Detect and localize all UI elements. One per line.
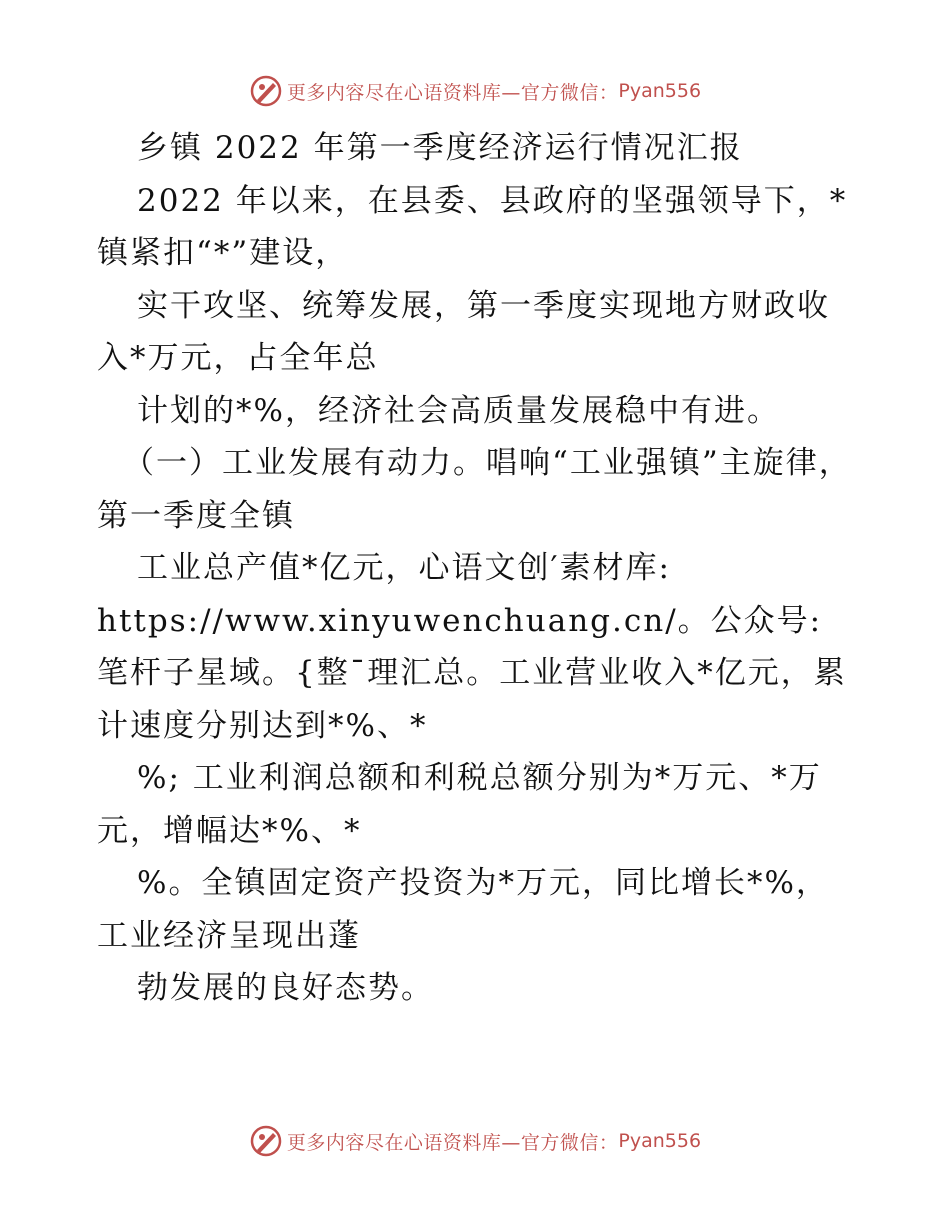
- paragraph: https://www.xinyuwenchuang.cn/。公众号: 笔杆子星域。{整¯理汇总。工业营业收入*亿元，累计速度分别达到*%、*: [97, 602, 847, 744]
- footer-watermark: [0, 1121, 950, 1161]
- paragraph: 工业总产值*亿元，心语文创′素材库:: [137, 550, 671, 586]
- paragraph: 勃发展的良好态势。: [137, 970, 434, 1006]
- header-watermark: [0, 71, 950, 111]
- watermark-contact: Pyan556: [618, 1130, 702, 1152]
- watermark-text: 更多内容尽在心语资料库—官方微信：: [286, 81, 619, 104]
- watermark-text: 更多内容尽在心语资料库—官方微信：: [286, 1131, 619, 1154]
- watermark-contact: Pyan556: [618, 80, 702, 102]
- pen-logo-icon: [249, 74, 283, 108]
- paragraph: 计划的*%，经济社会高质量发展稳中有进。: [137, 392, 780, 429]
- paragraph: 实干攻坚、统筹发展，第一季度实现地方财政收入*万元，占全年总: [97, 287, 830, 376]
- document-body: [97, 122, 857, 1015]
- paragraph: %。全镇固定资产投资为*万元，同比增长*%，工业经济呈现出蓬: [97, 865, 829, 954]
- section-heading-paragraph: （一）工业发展有动力。唱响“工业强镇”主旋律，第一季度全镇: [97, 445, 852, 534]
- paragraph: %; 工业利润总额和利税总额分别为*万元、*万元，增幅达*%、*: [97, 760, 822, 849]
- document-title: 乡镇 2022 年第一季度经济运行情况汇报: [137, 130, 743, 166]
- pen-logo-icon: [249, 1124, 283, 1158]
- paragraph: 2022 年以来，在县委、县政府的坚强领导下，*镇紧扣“*”建设，: [97, 182, 848, 271]
